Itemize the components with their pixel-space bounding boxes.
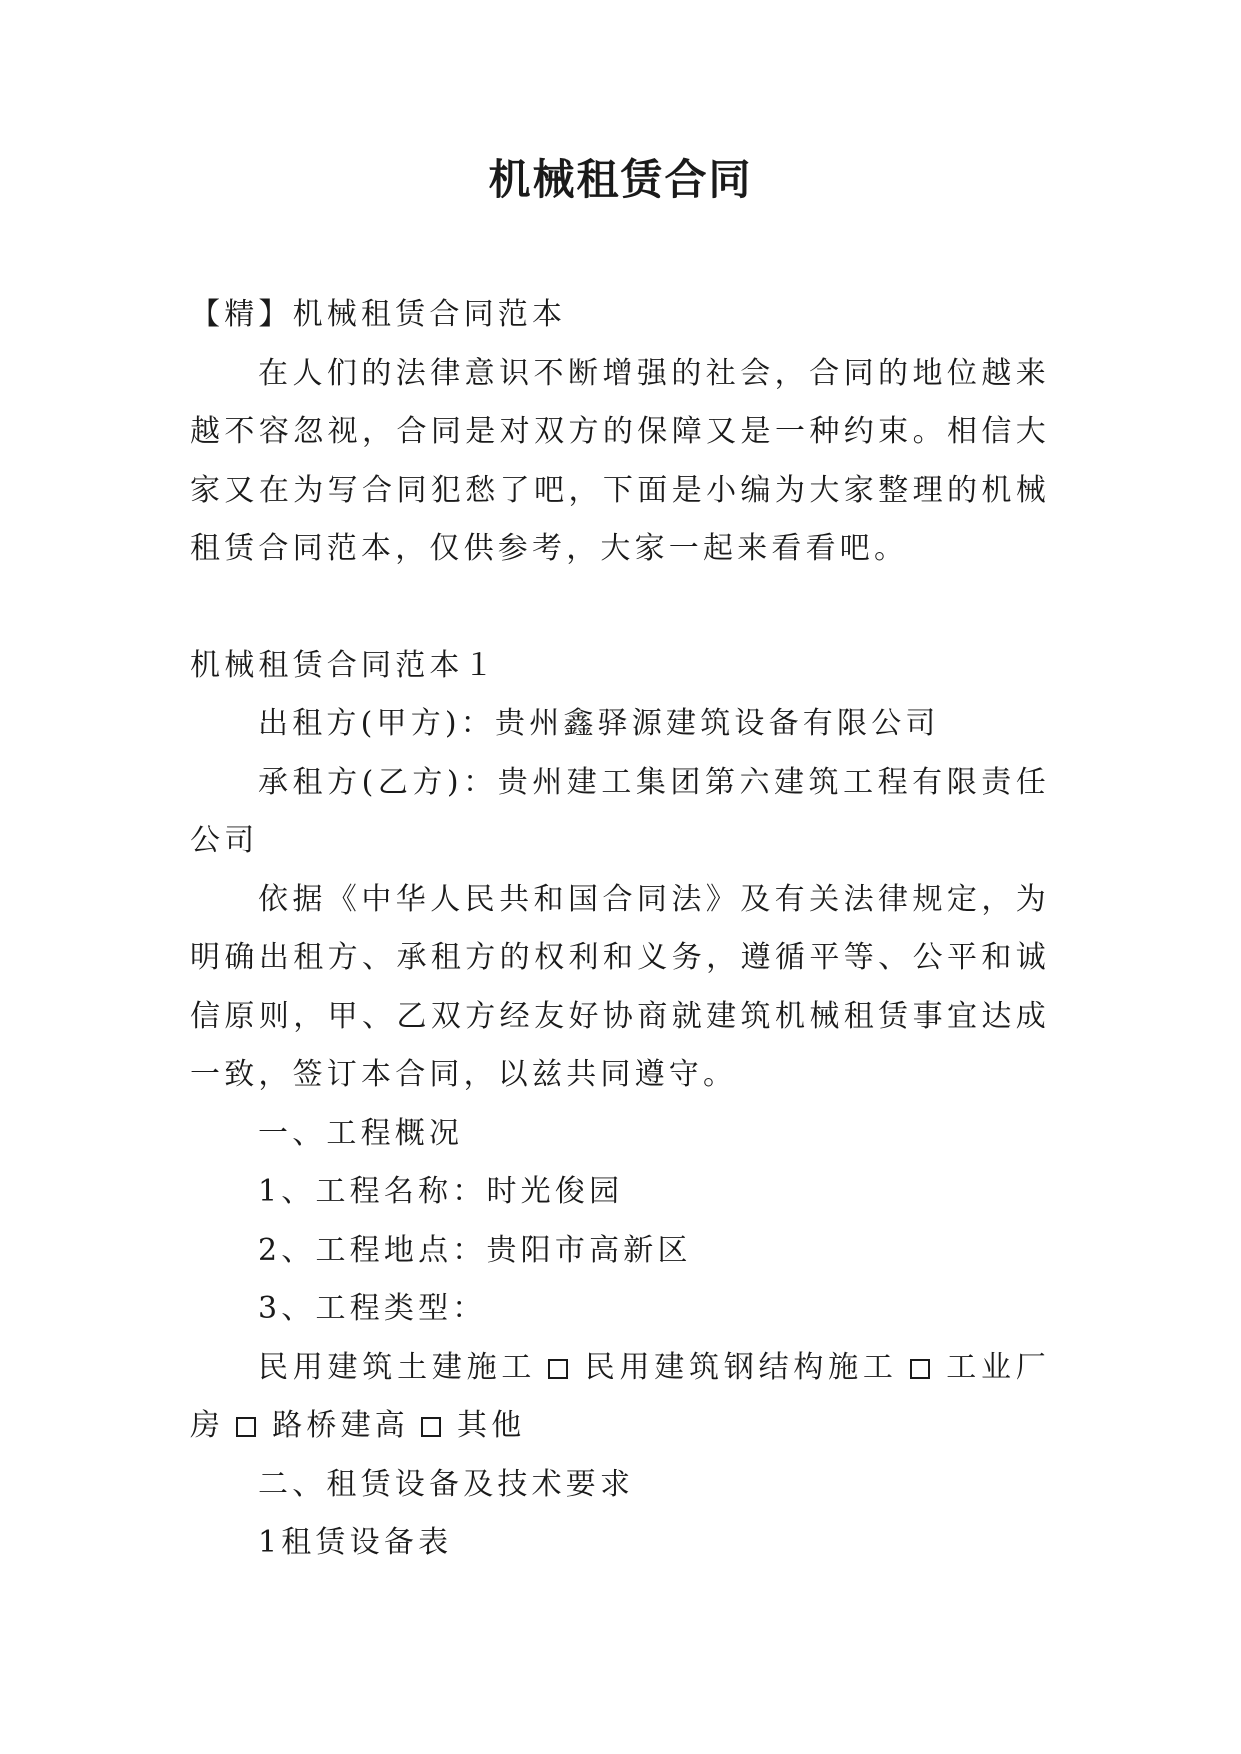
lessor-line: 出租方(甲方)：贵州鑫驿源建筑设备有限公司: [258, 706, 940, 741]
section-heading: 机械租赁合同范本１: [190, 647, 498, 683]
equipment-table-heading: 1租赁设备表: [258, 1525, 453, 1560]
checkbox-civil-construction[interactable]: [548, 1359, 568, 1379]
option-road-bridge: 路桥建高: [272, 1408, 410, 1443]
project-type-line: 3、工程类型：: [258, 1291, 487, 1326]
document-subtitle: 【精】机械租赁合同范本: [190, 297, 567, 332]
project-location-line: 2、工程地点：贵阳市高新区: [258, 1232, 692, 1268]
checkbox-road-bridge[interactable]: [421, 1417, 441, 1437]
option-other: 其他: [457, 1408, 526, 1443]
project-type-options: [190, 1339, 1050, 1456]
document-body: [190, 286, 1050, 1573]
checkbox-industrial-plant[interactable]: [236, 1417, 256, 1437]
option-industrial-plant: 工业厂房: [190, 1349, 1050, 1443]
paragraph-gap: [190, 579, 1050, 637]
option-civil-construction: 民用建筑土建施工: [258, 1349, 537, 1385]
lessee-line: 承租方(乙方)：贵州建工集团第六建筑工程有限责任公司: [190, 764, 1050, 858]
basis-paragraph: 依据《中华人民共和国合同法》及有关法律规定，为明确出租方、承租方的权利和义务，遵循平等、公平和诚信原则，甲、乙双方经友好协商就建筑机械租赁事宜达成一致，签订本合同，以兹共同遵守。: [190, 881, 1050, 1092]
part2-heading: 二、租赁设备及技术要求: [258, 1466, 635, 1502]
intro-paragraph: 在人们的法律意识不断增强的社会，合同的地位越来越不容忽视，合同是对双方的保障又是一种约束。相信大家又在为写合同犯愁了吧，下面是小编为大家整理的机械租赁合同范本，仅供参考，大家一起来看看吧。: [190, 355, 1050, 566]
project-name-line: 1、工程名称：时光俊园: [258, 1174, 624, 1209]
option-civil-steel: 民用建筑钢结构施工: [584, 1349, 898, 1385]
document-title: 机械租赁合同: [488, 155, 753, 204]
checkbox-civil-steel[interactable]: [910, 1359, 930, 1379]
part1-heading: 一、工程概况: [258, 1115, 464, 1151]
